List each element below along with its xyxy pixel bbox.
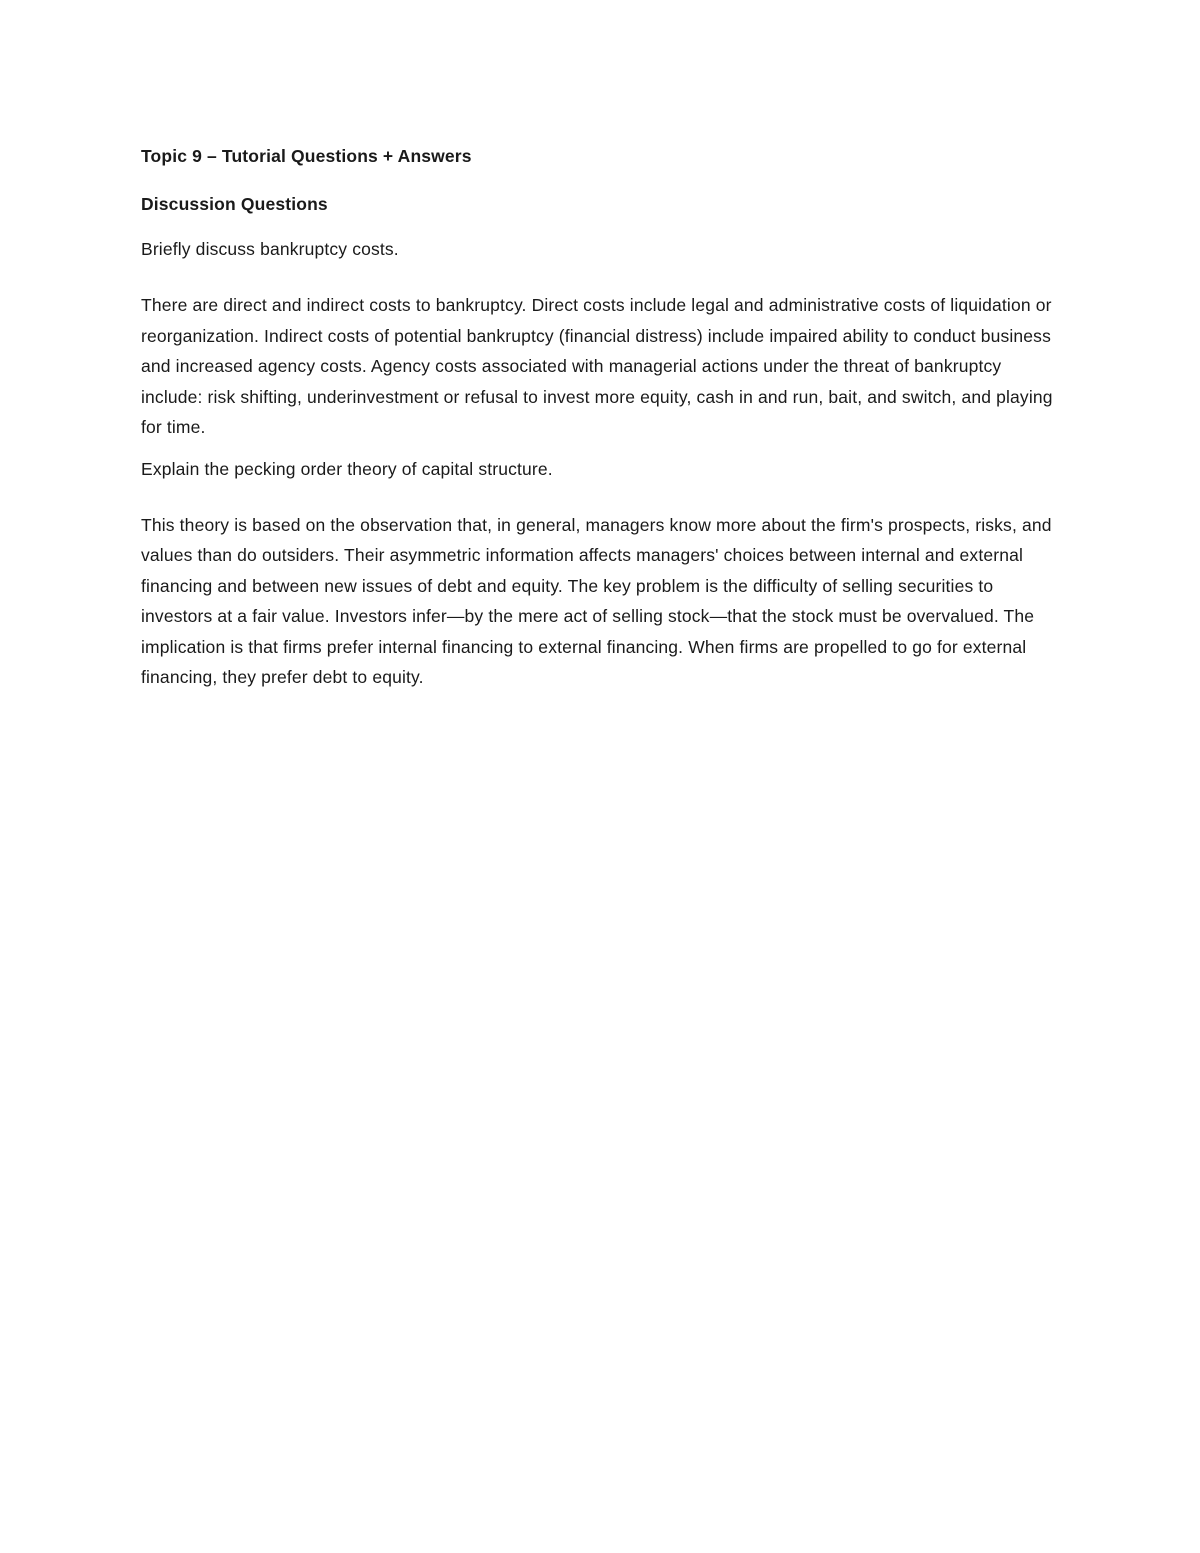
document-title: Topic 9 – Tutorial Questions + Answers — [141, 146, 472, 166]
question-1: Briefly discuss bankruptcy costs. — [141, 239, 399, 259]
document-body — [141, 142, 1061, 693]
answer-1: There are direct and indirect costs to bankruptcy. Direct costs include legal and administrative costs of liquidation or reorganization. Indirect costs of potential bankruptcy (financial distress) include impaired ability to conduct business and increased agency costs. Agency costs associated with managerial actions under the threat of bankruptcy include: risk shifting, underinvestment or refusal to invest more equity, cash in and run, bait, and switch, and playing for time. — [141, 295, 1053, 437]
answer-2: This theory is based on the observation that, in general, managers know more about the firm's prospects, risks, and values than do outsiders. Their asymmetric information affects managers' choices between internal and external financing and between new issues of debt and equity. The key problem is the difficulty of selling securities to investors at a fair value. Investors infer—by the mere act of selling stock—that the stock must be overvalued. The implication is that firms prefer internal financing to external financing. When firms are propelled to go for external financing, they prefer debt to equity. — [141, 514, 1052, 687]
section-heading: Discussion Questions — [141, 194, 328, 214]
question-2: Explain the pecking order theory of capital structure. — [141, 458, 553, 479]
